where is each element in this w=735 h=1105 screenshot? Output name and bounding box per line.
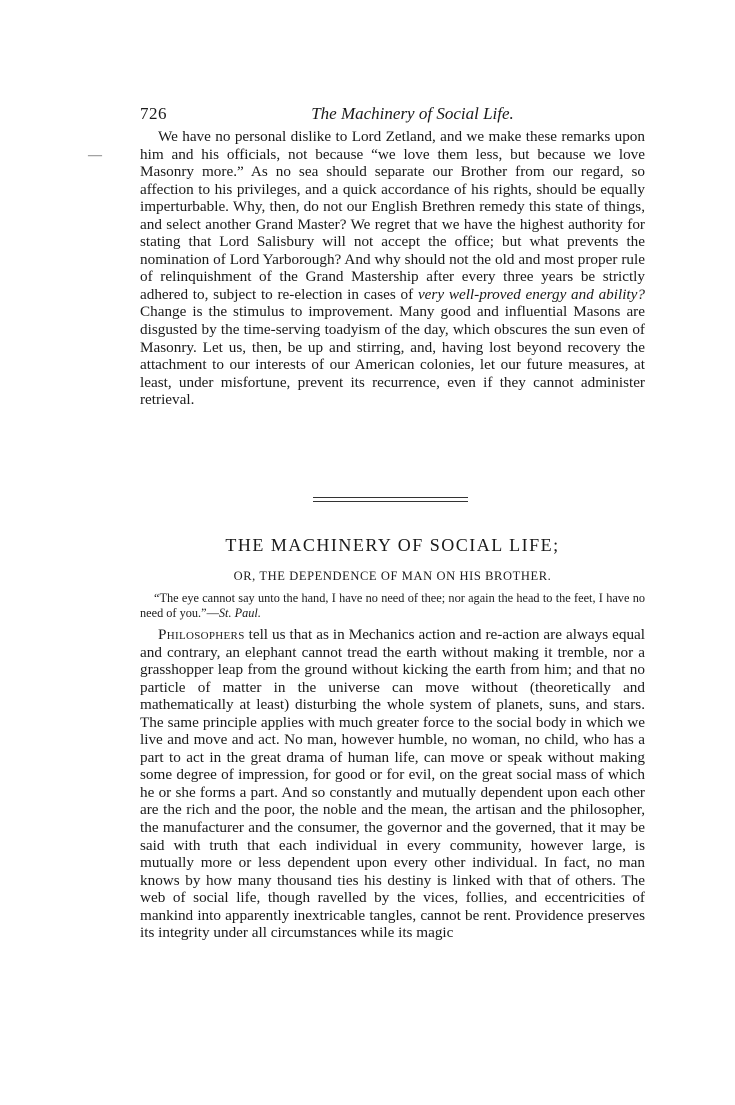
paragraph-social-life-body: tell us that as in Mechanics action and re-action are always equal and contrary, an elephant cannot tread the earth without making it tremble, nor a grasshopper leap from the ground without kicking the earth from him; and that no particle of matter in the universe can move without (theoretically and mathematically at least) disturbing the whole system of planets, suns, and stars. The same principle applies with much greater force to the social body in which we live and move and act. No man, however humble, no woman, no child, who has a part to act in the great drama of human life, can move or speak without making some degree of impression, for good or for evil, on the great social mass of which he or she forms a part. And so constantly and mutually dependent upon each other are the rich and the poor, the noble and the mean, the artisan and the philosopher, the manufacturer and the consumer, the governor and the governed, that it may be said with truth that each individual in every community, however large, is mutually more or less dependent upon every other individual. In fact, no man knows by how many thousand ties his destiny is linked with that of others. The web of social life, though ravelled by the vices, follies, and eccentricities of mankind into apparently inextricable tangles, cannot be rent. Providence preserves its integrity under all circumstances while its magic (140, 626, 645, 942)
running-head (140, 104, 645, 126)
article-subtitle: OR, THE DEPENDENCE OF MAN ON HIS BROTHER. (233, 569, 552, 583)
paragraph-masonry-part2: Change is the stimulus to improvement. Many good and influential Masons are disgusted by the time-serving toadyism of the day, which obscures the sun even of Masonry. Let us, then, be up and stirring, and, having lost beyond recovery the attachment to our interests of our American colonies, let our future measures, at least, under misfortune, prevent its recurrence, even if they cannot administer retrieval. (140, 303, 645, 409)
paragraph-masonry-emphasis: very well-proved energy and ability? (417, 285, 645, 303)
divider-line-bottom (313, 501, 468, 502)
epigraph-text: “The eye cannot say unto the hand, I have no need of thee; nor again the head to the feet, I have no need of you.”— (140, 591, 645, 620)
lead-word: Philosophers (158, 626, 245, 643)
paragraph-masonry-part1: We have no personal dislike to Lord Zetland, and we make these remarks upon him and his officials, not because “we love them less, but because we love Masonry more.” As no sea should separate our Brother from our regard, so affection to his privileges, and a quick accordance of his rights, should be equally imperturbable. Why, then, do not our English Brethren remedy this state of things, and select another Grand Master? We regret that we have the highest authority for stating that Lord Salisbury will not accept the office; but what prevents the nomination of Lord Yarborough? And why should not the old and most proper rule of relinquishment of the Grand Mastership after every three years be strictly adhered to, subject to re-election in cases of (140, 128, 645, 303)
paragraph-social-life (140, 626, 645, 942)
section-divider (313, 497, 468, 503)
running-title: The Machinery of Social Life. (311, 104, 514, 123)
epigraph (140, 591, 645, 621)
epigraph-source: St. Paul. (218, 606, 261, 620)
paragraph-masonry (140, 128, 645, 409)
page-number: 726 (140, 104, 167, 123)
divider-line-top (313, 497, 468, 498)
margin-mark: — (88, 148, 102, 163)
article-title: THE MACHINERY OF SOCIAL LIFE; (225, 535, 560, 555)
